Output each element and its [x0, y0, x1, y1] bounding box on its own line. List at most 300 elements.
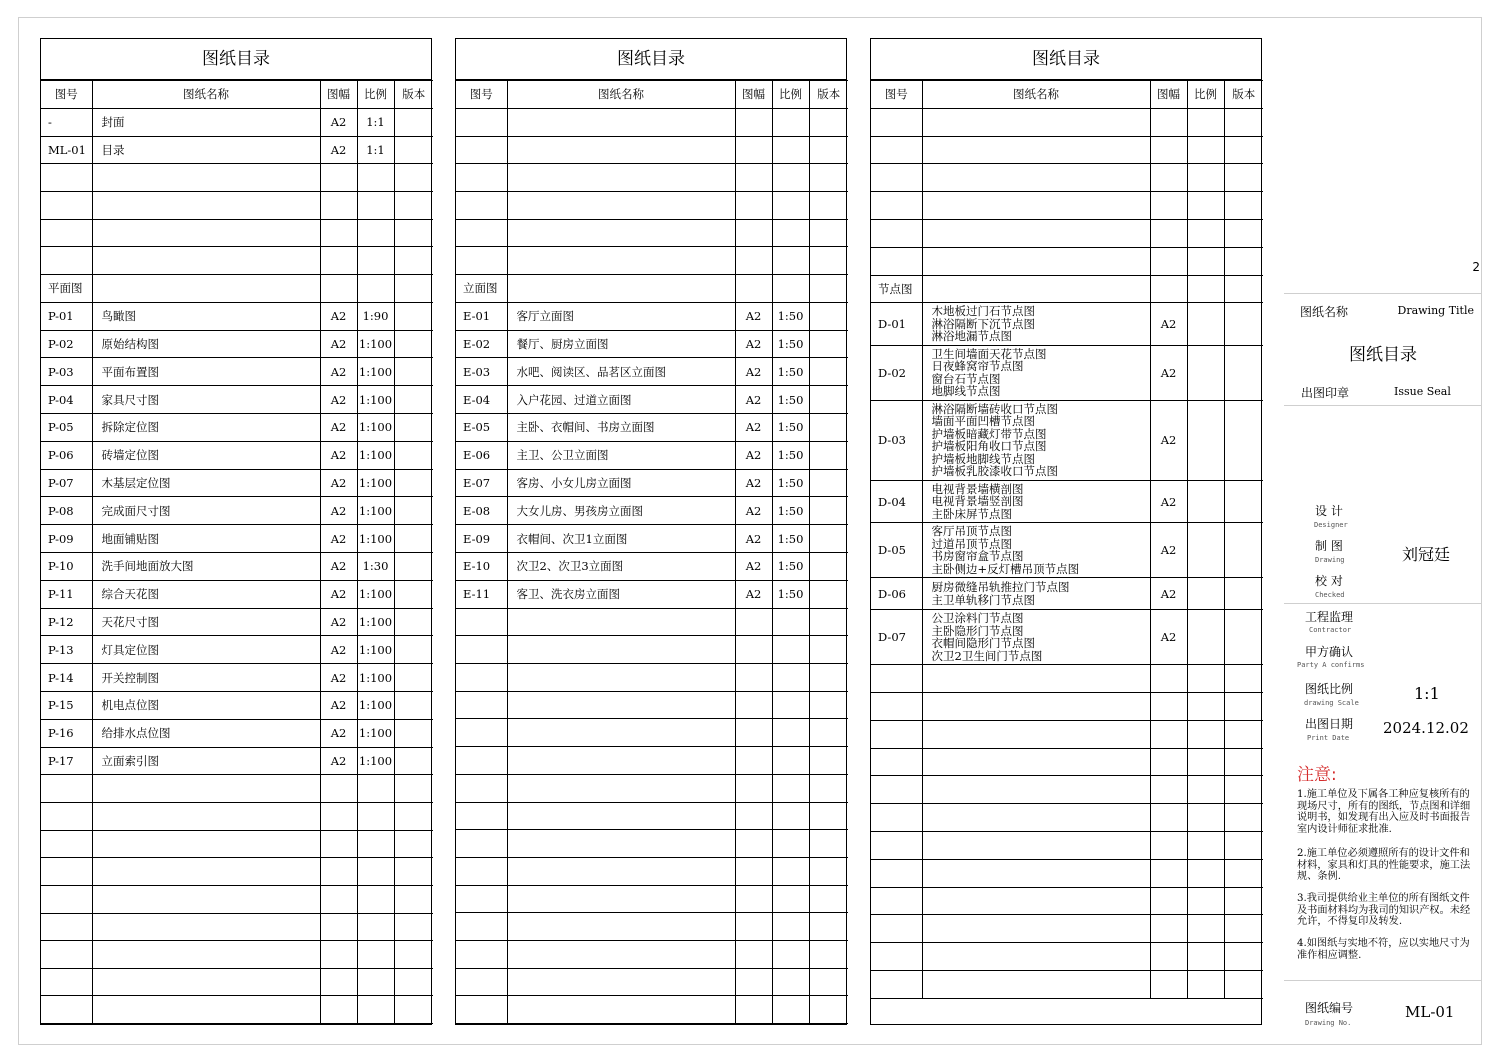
drawing-name: 入户花园、过道立面图 — [507, 386, 735, 414]
drawing-code: E-05 — [456, 414, 507, 442]
table-row — [456, 552, 848, 580]
sheet-size: A2 — [735, 386, 772, 414]
drawing-scale: 1:100 — [357, 413, 394, 441]
empty-cell — [92, 775, 320, 803]
sheet-size: A2 — [320, 469, 357, 497]
empty-cell — [394, 941, 433, 969]
drawing-code: E-11 — [456, 580, 507, 608]
empty-cell — [507, 830, 735, 858]
empty-cell — [772, 968, 809, 996]
drawing-scale — [1187, 480, 1224, 523]
empty-cell — [92, 913, 320, 941]
empty-cell — [357, 885, 394, 913]
empty-cell — [871, 692, 922, 720]
drawing-name: 拆除定位图 — [92, 413, 320, 441]
empty-cell — [1187, 275, 1224, 303]
col-header-size: 图幅 — [735, 81, 772, 109]
sheet-size: A2 — [735, 552, 772, 580]
blank-row — [41, 775, 433, 803]
drawing-name-list — [922, 345, 1150, 400]
empty-cell — [41, 968, 92, 996]
empty-cell — [507, 747, 735, 775]
empty-cell — [507, 191, 735, 219]
empty-cell — [357, 219, 394, 247]
empty-cell — [809, 719, 848, 747]
drawing-scale — [1187, 523, 1224, 578]
empty-cell — [1150, 748, 1187, 776]
drawing-version — [809, 525, 848, 553]
blank-row — [871, 804, 1263, 832]
table-row — [41, 441, 433, 469]
table-row — [456, 580, 848, 608]
empty-cell — [456, 802, 507, 830]
blank-row — [41, 885, 433, 913]
table-row — [41, 358, 433, 386]
drawing-name: 目录 — [92, 136, 320, 164]
empty-cell — [871, 136, 922, 164]
empty-cell — [92, 247, 320, 275]
empty-cell — [922, 219, 1150, 247]
table-row — [871, 610, 1263, 665]
empty-cell — [507, 857, 735, 885]
sheet-size: A2 — [320, 330, 357, 358]
empty-cell — [772, 275, 809, 303]
empty-cell — [507, 802, 735, 830]
empty-cell — [456, 719, 507, 747]
empty-cell — [456, 608, 507, 636]
blank-row — [41, 941, 433, 969]
drawing-name: 淋浴隔断下沉节点图 — [931, 316, 1035, 331]
table-row — [871, 480, 1263, 523]
empty-cell — [809, 108, 848, 136]
empty-cell — [1187, 247, 1224, 275]
drawing-version — [809, 497, 848, 525]
blank-row — [41, 802, 433, 830]
drawing-code: D-03 — [871, 400, 922, 480]
empty-cell — [1224, 915, 1263, 943]
drawing-name: 开关控制图 — [92, 664, 320, 692]
drawing-name: 灯具定位图 — [92, 636, 320, 664]
drawing-version — [1224, 610, 1263, 665]
empty-cell — [394, 996, 433, 1024]
table-row — [41, 636, 433, 664]
empty-cell — [1150, 665, 1187, 693]
drawing-name: 主卧侧边+反灯槽吊顶节点图 — [931, 561, 1080, 576]
drawing-name: 给排水点位图 — [92, 719, 320, 747]
blank-row — [871, 887, 1263, 915]
empty-cell — [357, 830, 394, 858]
empty-cell — [1150, 970, 1187, 998]
drawing-scale: 1:1 — [357, 108, 394, 136]
sheet-size: A2 — [1150, 523, 1187, 578]
empty-cell — [456, 747, 507, 775]
drawing-version — [394, 552, 433, 580]
drawing-code: D-02 — [871, 345, 922, 400]
empty-cell — [41, 885, 92, 913]
empty-cell — [735, 996, 772, 1024]
empty-cell — [735, 191, 772, 219]
empty-cell — [809, 996, 848, 1024]
date-en: Print Date — [1307, 734, 1350, 742]
empty-cell — [456, 191, 507, 219]
empty-cell — [772, 996, 809, 1024]
drawing-name: 平面布置图 — [92, 358, 320, 386]
empty-cell — [1187, 804, 1224, 832]
empty-cell — [809, 247, 848, 275]
empty-cell — [320, 247, 357, 275]
panel-title: 图纸目录 — [456, 39, 846, 80]
empty-cell — [735, 691, 772, 719]
blank-row — [871, 108, 1263, 136]
drawing-version — [394, 747, 433, 775]
drawing-scale: 1:50 — [772, 386, 809, 414]
sheet-size: A2 — [320, 358, 357, 386]
drawing-name: 淋浴地漏节点图 — [931, 329, 1012, 344]
empty-cell — [456, 996, 507, 1024]
table-row — [871, 345, 1263, 400]
empty-cell — [1150, 275, 1187, 303]
empty-cell — [772, 747, 809, 775]
empty-cell — [809, 136, 848, 164]
drawing-name: 电视背景墙横剖图 — [931, 481, 1024, 496]
empty-cell — [507, 108, 735, 136]
drawing-scale: 1:100 — [357, 719, 394, 747]
table-row — [871, 523, 1263, 578]
empty-cell — [320, 941, 357, 969]
drawing-scale: 1:100 — [357, 608, 394, 636]
empty-cell — [1224, 692, 1263, 720]
empty-cell — [1224, 831, 1263, 859]
drawing-scale: 1:1 — [357, 136, 394, 164]
empty-cell — [922, 692, 1150, 720]
col-header-version: 版本 — [1224, 81, 1263, 109]
drawing-scale: 1:50 — [772, 414, 809, 442]
empty-cell — [1150, 108, 1187, 136]
drawing-code: P-16 — [41, 719, 92, 747]
drawing-name: 窗台石节点图 — [931, 371, 1001, 386]
drawing-name: 水吧、阅读区、品茗区立面图 — [507, 358, 735, 386]
empty-cell — [922, 108, 1150, 136]
scale-en: drawing Scale — [1304, 699, 1359, 707]
drawing-code: D-05 — [871, 523, 922, 578]
drawing-name: 机电点位图 — [92, 691, 320, 719]
drawing-no-en: Drawing No. — [1305, 1019, 1352, 1027]
empty-cell — [507, 247, 735, 275]
empty-cell — [456, 885, 507, 913]
empty-cell — [1224, 887, 1263, 915]
contractor-en: Contractor — [1309, 626, 1352, 634]
title-block — [1284, 18, 1482, 1044]
empty-cell — [809, 885, 848, 913]
empty-cell — [320, 996, 357, 1024]
empty-cell — [871, 887, 922, 915]
sheet-size: A2 — [735, 497, 772, 525]
drawing-code: E-08 — [456, 497, 507, 525]
empty-cell — [922, 970, 1150, 998]
blank-row — [871, 943, 1263, 971]
drawing-version — [809, 386, 848, 414]
empty-cell — [1187, 970, 1224, 998]
col-header-size: 图幅 — [1150, 81, 1187, 109]
empty-cell — [809, 913, 848, 941]
drawing-code: P-17 — [41, 747, 92, 775]
header-row — [456, 81, 848, 109]
empty-cell — [871, 247, 922, 275]
sheet-size: A2 — [320, 302, 357, 330]
blank-row — [871, 665, 1263, 693]
drawing-code: P-08 — [41, 497, 92, 525]
drawing-version — [809, 358, 848, 386]
drawing-version — [1224, 345, 1263, 400]
empty-cell — [809, 857, 848, 885]
empty-cell — [456, 136, 507, 164]
empty-cell — [735, 136, 772, 164]
drawing-scale: 1:100 — [357, 358, 394, 386]
divider — [1284, 603, 1482, 604]
empty-cell — [1150, 943, 1187, 971]
sheet-size: A2 — [735, 358, 772, 386]
drawing-version — [394, 525, 433, 553]
empty-cell — [809, 636, 848, 664]
empty-cell — [772, 913, 809, 941]
drawing-name-list — [922, 400, 1150, 480]
empty-cell — [92, 164, 320, 192]
drawing-name: 衣帽间隐形门节点图 — [931, 636, 1035, 651]
drawing-scale: 1:50 — [772, 497, 809, 525]
empty-cell — [456, 857, 507, 885]
blank-row — [456, 636, 848, 664]
table-row — [456, 414, 848, 442]
drawing-name: 卫生间墙面天花节点图 — [931, 346, 1047, 361]
drawing-name: 次卫2卫生间门节点图 — [931, 648, 1043, 663]
empty-cell — [772, 830, 809, 858]
drawing-name: 天花尺寸图 — [92, 608, 320, 636]
empty-cell — [772, 774, 809, 802]
empty-cell — [41, 164, 92, 192]
empty-cell — [320, 858, 357, 886]
empty-cell — [809, 663, 848, 691]
empty-cell — [871, 804, 922, 832]
empty-cell — [92, 802, 320, 830]
blank-row — [456, 663, 848, 691]
blank-row — [41, 858, 433, 886]
blank-row — [871, 692, 1263, 720]
empty-cell — [92, 830, 320, 858]
drawing-name: 主卧隐形门节点图 — [931, 623, 1024, 638]
empty-cell — [507, 164, 735, 192]
empty-cell — [456, 247, 507, 275]
empty-cell — [1150, 692, 1187, 720]
empty-cell — [320, 274, 357, 302]
contractor-label: 工程监理 — [1305, 610, 1354, 624]
edge-mark: 2 — [1472, 260, 1480, 274]
empty-cell — [735, 719, 772, 747]
col-header-code: 图号 — [456, 81, 507, 109]
empty-cell — [772, 219, 809, 247]
blank-row — [456, 164, 848, 192]
empty-cell — [320, 885, 357, 913]
empty-cell — [92, 858, 320, 886]
table-row — [871, 578, 1263, 610]
empty-cell — [507, 913, 735, 941]
drawing-name: 洗手间地面放大图 — [92, 552, 320, 580]
empty-cell — [92, 885, 320, 913]
empty-cell — [41, 913, 92, 941]
empty-cell — [1224, 108, 1263, 136]
drawing-scale: 1:100 — [357, 386, 394, 414]
table-row — [41, 747, 433, 775]
empty-cell — [871, 748, 922, 776]
empty-cell — [456, 941, 507, 969]
empty-cell — [320, 775, 357, 803]
sheet-size: A2 — [735, 441, 772, 469]
table-row — [456, 330, 848, 358]
col-header-name: 图纸名称 — [92, 81, 320, 109]
drawing-name: 木基层定位图 — [92, 469, 320, 497]
drawing-name: 日夜蜂窝帘节点图 — [931, 359, 1024, 374]
empty-cell — [507, 719, 735, 747]
drawing-label: 制 图 — [1315, 539, 1343, 553]
table-row — [41, 302, 433, 330]
drawing-name: 厨房微缝吊轨推拉门节点图 — [931, 580, 1070, 595]
col-header-version: 版本 — [394, 81, 433, 109]
empty-cell — [357, 802, 394, 830]
empty-cell — [1187, 720, 1224, 748]
drawing-code: P-06 — [41, 441, 92, 469]
empty-cell — [735, 747, 772, 775]
col-header-name: 图纸名称 — [507, 81, 735, 109]
drawing-name: 护墙板乳胶漆收口节点图 — [931, 464, 1058, 479]
blank-row — [871, 831, 1263, 859]
sheet-size: A2 — [320, 747, 357, 775]
empty-cell — [357, 913, 394, 941]
empty-cell — [1224, 136, 1263, 164]
drawing-scale: 1:100 — [357, 580, 394, 608]
drawing-version — [394, 330, 433, 358]
blank-row — [456, 719, 848, 747]
sheet-size: A2 — [735, 580, 772, 608]
empty-cell — [735, 968, 772, 996]
section-label: 立面图 — [456, 275, 507, 303]
drawing-name: 公卫涂料门节点图 — [931, 611, 1024, 626]
drawing-no: ML-01 — [1405, 1003, 1455, 1021]
empty-cell — [809, 191, 848, 219]
empty-cell — [772, 191, 809, 219]
empty-cell — [735, 913, 772, 941]
sheet-size: A2 — [735, 414, 772, 442]
empty-cell — [1187, 915, 1224, 943]
table-row — [41, 608, 433, 636]
empty-cell — [871, 970, 922, 998]
drawing-scale: 1:100 — [357, 525, 394, 553]
drawing-name: 主卧床屏节点图 — [931, 506, 1012, 521]
empty-cell — [1187, 164, 1224, 192]
drawing-name: 淋浴隔断墙砖收口节点图 — [931, 401, 1058, 416]
drawing-version — [394, 636, 433, 664]
empty-cell — [394, 913, 433, 941]
empty-cell — [394, 885, 433, 913]
empty-cell — [507, 885, 735, 913]
empty-cell — [1224, 804, 1263, 832]
empty-cell — [1187, 859, 1224, 887]
empty-cell — [1224, 720, 1263, 748]
empty-cell — [735, 774, 772, 802]
drawing-name: 书房窗帘盒节点图 — [931, 549, 1024, 564]
empty-cell — [357, 968, 394, 996]
table-row — [41, 386, 433, 414]
sheet-size: A2 — [735, 302, 772, 330]
drawing-name: 客厅立面图 — [507, 302, 735, 330]
empty-cell — [1224, 970, 1263, 998]
empty-cell — [735, 663, 772, 691]
empty-cell — [1224, 192, 1263, 220]
empty-cell — [871, 915, 922, 943]
empty-cell — [809, 164, 848, 192]
drawing-scale: 1:100 — [357, 636, 394, 664]
empty-cell — [1150, 887, 1187, 915]
sheet-size: A2 — [320, 525, 357, 553]
drawing-code: E-07 — [456, 469, 507, 497]
table-row — [41, 580, 433, 608]
blank-row — [41, 247, 433, 275]
empty-cell — [507, 774, 735, 802]
empty-cell — [394, 830, 433, 858]
col-header-scale: 比例 — [357, 81, 394, 109]
empty-cell — [394, 164, 433, 192]
sheet-size: A2 — [320, 691, 357, 719]
empty-cell — [41, 247, 92, 275]
catalog-panel-3 — [870, 38, 1262, 1025]
empty-cell — [1224, 748, 1263, 776]
sheet-size: A2 — [1150, 578, 1187, 610]
drawing-name: 主卫单轨移门节点图 — [931, 592, 1035, 607]
col-header-size: 图幅 — [320, 81, 357, 109]
drawing-version — [394, 664, 433, 692]
empty-cell — [1150, 804, 1187, 832]
drawing-version — [1224, 400, 1263, 480]
drawing-no-label: 图纸编号 — [1305, 1001, 1354, 1015]
empty-cell — [772, 941, 809, 969]
issue-seal-label: 出图印章 — [1301, 386, 1350, 400]
drawing-name: 主卧、衣帽间、书房立面图 — [507, 414, 735, 442]
blank-row — [456, 830, 848, 858]
table-row — [41, 330, 433, 358]
empty-cell — [1224, 665, 1263, 693]
drawing-code: - — [41, 108, 92, 136]
empty-cell — [735, 941, 772, 969]
empty-cell — [735, 219, 772, 247]
empty-cell — [41, 192, 92, 220]
empty-cell — [1224, 943, 1263, 971]
empty-cell — [1224, 859, 1263, 887]
empty-cell — [1187, 887, 1224, 915]
empty-cell — [1224, 776, 1263, 804]
empty-cell — [735, 802, 772, 830]
catalog-table — [871, 80, 1263, 999]
designer-label: 设 计 — [1315, 504, 1343, 518]
empty-cell — [507, 691, 735, 719]
note-3: 3.我司提供给业主单位的所有图纸文件及书面材料均为我司的知识产权。未经允许，不得复印及转发. — [1297, 893, 1471, 927]
blank-row — [871, 915, 1263, 943]
empty-cell — [922, 804, 1150, 832]
drawing-code: P-05 — [41, 413, 92, 441]
drawing-version — [394, 413, 433, 441]
empty-cell — [507, 275, 735, 303]
empty-cell — [1187, 136, 1224, 164]
empty-cell — [809, 219, 848, 247]
empty-cell — [922, 859, 1150, 887]
blank-row — [456, 191, 848, 219]
